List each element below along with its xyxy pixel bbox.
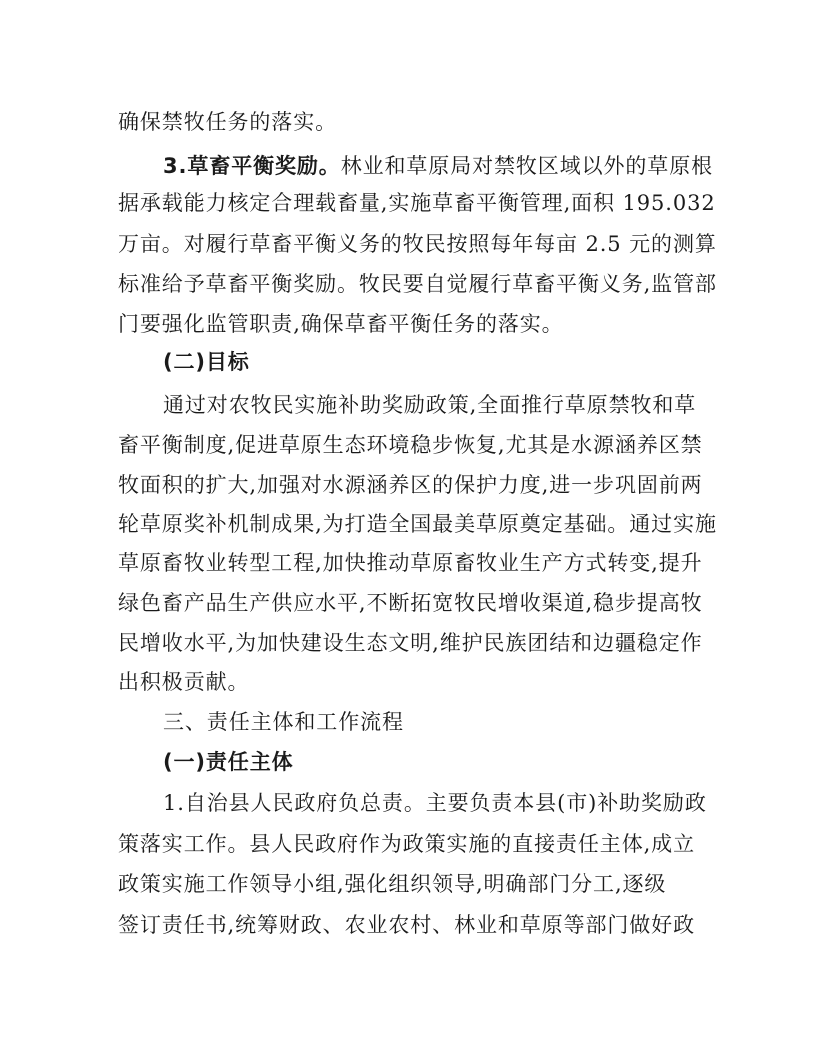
paragraph-line: 1.自治县人民政府负总责。主要负责本县(市)补助奖励政 — [163, 791, 707, 815]
item-3-line — [163, 151, 713, 181]
subheading-goal: (二)目标 — [163, 350, 250, 374]
paragraph-line: 出积极贡献。 — [118, 670, 250, 694]
paragraph-line: 通过对农牧民实施补助奖励政策,全面推行草原禁牧和草 — [163, 393, 697, 417]
paragraph-line: 万亩。对履行草畜平衡义务的牧民按照每年每亩 2.5 元的测算 — [118, 232, 717, 256]
paragraph-line: 门要强化监管职责,确保草畜平衡任务的落实。 — [118, 312, 564, 336]
item-3-title: 3.草畜平衡奖励。 — [163, 154, 341, 178]
paragraph-line: 策落实工作。县人民政府作为政策实施的直接责任主体,成立 — [118, 832, 695, 856]
section-heading: 三、责任主体和工作流程 — [163, 710, 404, 734]
paragraph-line: 民增收水平,为加快建设生态文明,维护民族团结和边疆稳定作 — [118, 631, 703, 655]
item-3-text: 林业和草原局对禁牧区域以外的草原根 — [340, 154, 714, 178]
paragraph-line: 签订责任书,统筹财政、农业农村、林业和草原等部门做好政 — [118, 913, 695, 937]
paragraph-line: 确保禁牧任务的落实。 — [118, 110, 337, 134]
paragraph-line: 绿色畜产品生产供应水平,不断拓宽牧民增收渠道,稳步提高牧 — [118, 591, 703, 615]
subheading-subject: (一)责任主体 — [163, 750, 294, 774]
paragraph-line: 据承载能力核定合理载畜量,实施草畜平衡管理,面积 195.032 — [118, 191, 716, 215]
paragraph-line: 草原畜牧业转型工程,加快推动草原畜牧业生产方式转变,提升 — [118, 551, 703, 575]
paragraph-line: 标准给予草畜平衡奖励。牧民要自觉履行草畜平衡义务,监管部 — [118, 272, 717, 296]
paragraph-line: 牧面积的扩大,加强对水源涵养区的保护力度,进一步巩固前两 — [118, 473, 703, 497]
paragraph-line: 畜平衡制度,促进草原生态环境稳步恢复,尤其是水源涵养区禁 — [118, 433, 703, 457]
paragraph-line: 轮草原奖补机制成果,为打造全国最美草原奠定基础。通过实施 — [118, 512, 717, 536]
paragraph-line: 政策实施工作领导小组,强化组织领导,明确部门分工,逐级 — [118, 872, 667, 896]
